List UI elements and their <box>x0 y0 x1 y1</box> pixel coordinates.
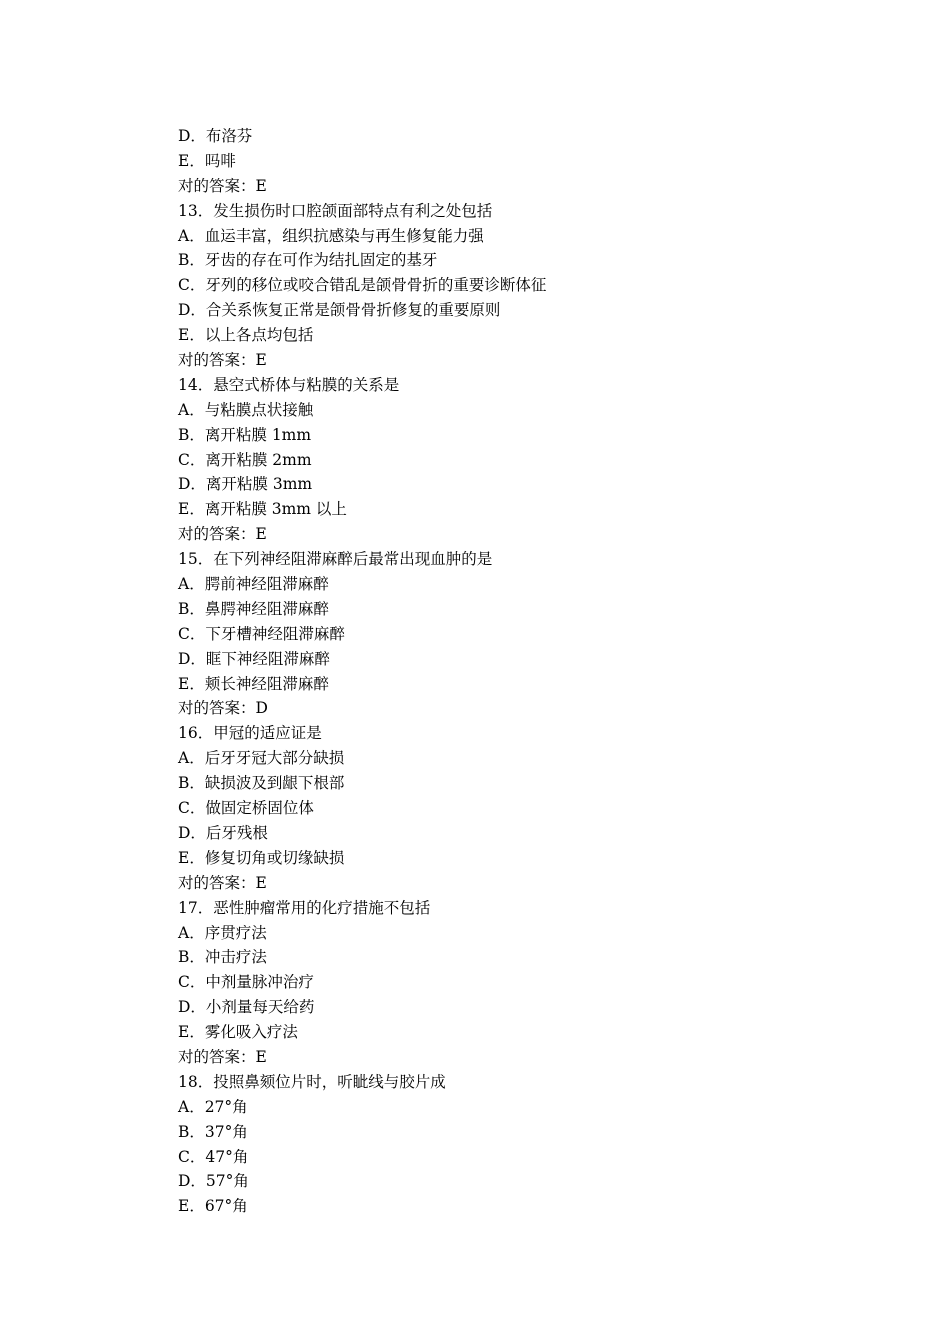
option-line: A．27°角 <box>178 1097 248 1116</box>
option-line: D．合关系恢复正常是颌骨骨折修复的重要原则 <box>178 301 501 320</box>
option-line: C．牙列的移位或咬合错乱是颌骨骨折的重要诊断体征 <box>178 276 547 295</box>
option-line: B．鼻腭神经阻滞麻醉 <box>178 599 329 618</box>
option-line: A．血运丰富，组织抗感染与再生修复能力强 <box>178 226 484 245</box>
option-line: E．离开粘膜 3mm 以上 <box>178 500 347 519</box>
option-line: C．离开粘膜 2mm <box>178 450 312 469</box>
option-line: E．修复切角或切缘缺损 <box>178 848 345 867</box>
question-line: 18．投照鼻颏位片时，听眦线与胶片成 <box>178 1072 446 1091</box>
answer-line: 对的答案：D <box>178 699 268 718</box>
option-line: B．牙齿的存在可作为结扎固定的基牙 <box>178 251 438 270</box>
option-line: A．后牙牙冠大部分缺损 <box>178 749 345 768</box>
option-line: C．下牙槽神经阻滞麻醉 <box>178 624 345 643</box>
option-line: D．后牙残根 <box>178 823 268 842</box>
option-line: B．37°角 <box>178 1122 248 1141</box>
option-line: E．雾化吸入疗法 <box>178 1023 298 1042</box>
document-page <box>178 124 878 1219</box>
option-line: B．冲击疗法 <box>178 948 267 967</box>
option-line: C．47°角 <box>178 1147 249 1166</box>
question-line: 17．恶性肿瘤常用的化疗措施不包括 <box>178 898 431 917</box>
answer-line: 对的答案：E <box>178 525 267 544</box>
option-line: D．57°角 <box>178 1172 249 1191</box>
option-line: C．中剂量脉冲治疗 <box>178 973 314 992</box>
question-line: 14．悬空式桥体与粘膜的关系是 <box>178 375 400 394</box>
option-line: B．离开粘膜 1mm <box>178 425 312 444</box>
question-line: 15．在下列神经阻滞麻醉后最常出现血肿的是 <box>178 550 493 569</box>
answer-line: 对的答案：E <box>178 351 267 370</box>
option-line: D．布洛芬 <box>178 127 253 145</box>
option-line: A．腭前神经阻滞麻醉 <box>178 575 329 594</box>
option-line: E．吗啡 <box>178 151 236 170</box>
option-line: D．小剂量每天给药 <box>178 998 315 1017</box>
answer-line: 对的答案：E <box>178 176 267 195</box>
answer-line: 对的答案：E <box>178 873 267 892</box>
option-line: E．颊长神经阻滞麻醉 <box>178 674 329 693</box>
question-line: 13．发生损伤时口腔颌面部特点有利之处包括 <box>178 201 493 220</box>
option-line: D．离开粘膜 3mm <box>178 475 313 494</box>
option-line: A．与粘膜点状接触 <box>178 400 314 419</box>
option-line: D．眶下神经阻滞麻醉 <box>178 649 330 668</box>
option-line: E．以上各点均包括 <box>178 326 314 345</box>
question-line: 16．甲冠的适应证是 <box>178 724 322 743</box>
option-line: A．序贯疗法 <box>178 923 267 942</box>
answer-line: 对的答案：E <box>178 1047 267 1066</box>
option-line: C．做固定桥固位体 <box>178 799 314 818</box>
option-line: B．缺损波及到龈下根部 <box>178 774 345 793</box>
option-line: E．67°角 <box>178 1197 248 1216</box>
